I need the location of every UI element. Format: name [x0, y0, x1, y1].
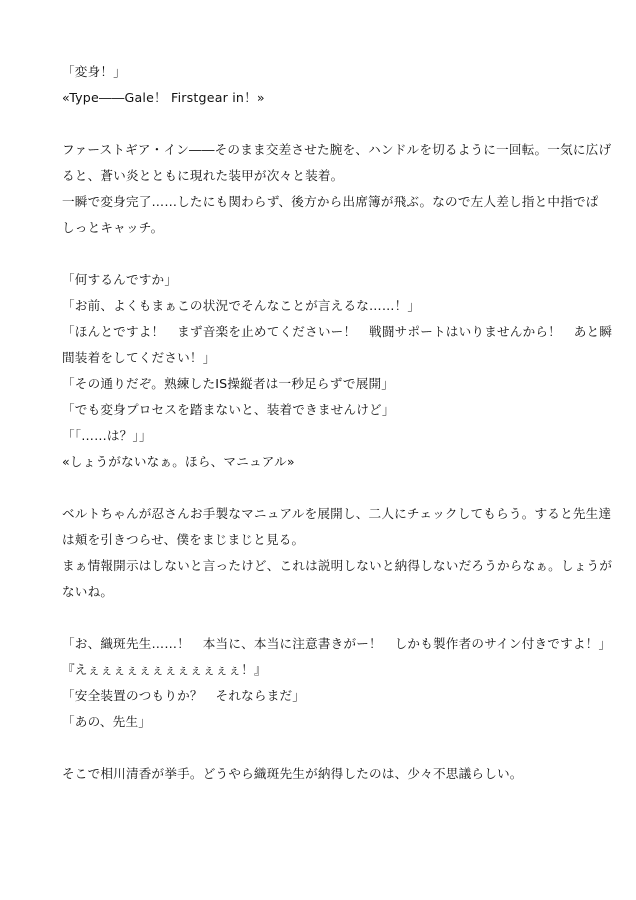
narration-line: ると、蒼い炎とともに現れた装甲が次々と装着。 [62, 168, 344, 183]
narration-line: ベルトちゃんが忍さんお手製なマニュアルを展開し、二人にチェックしてもらう。すると先生達 [62, 506, 612, 521]
dialogue-line: 間装着をしてください！」 [62, 350, 216, 365]
narration-line: 一瞬で変身完了……したにも関わらず、後方から出席簿が飛ぶ。なので左人差し指と中指でぱ [62, 194, 599, 209]
dialogue-line: 「何するんですか」 [62, 272, 178, 287]
narration-line: しっとキャッチ。 [62, 220, 164, 235]
paragraph-gap [62, 735, 582, 761]
narration-line: ないね。 [62, 584, 114, 599]
dialogue-line: 「ほんとですよ！ まず音楽を止めてくださいー！ 戦闘サポートはいりませんから！ あと瞬 [62, 324, 613, 339]
system-voice-line: «しょうがないなぁ。ほら、マニュアル» [62, 454, 295, 469]
narration-line: は頬を引きつらせ、僕をまじまじと見る。 [62, 532, 305, 547]
dialogue-line: 「安全装置のつもりか？ それならまだ」 [62, 688, 306, 703]
dialogue-line: 「お、織斑先生……！ 本当に、本当に注意書きがー！ しかも製作者のサイン付きですよ！」 [62, 636, 612, 651]
dialogue-line: 「でも変身プロセスを踏まないと、装着できませんけど」 [62, 402, 395, 417]
narration-line: そこで相川清香が挙手。どうやら織斑先生が納得したのは、少々不思議らしい。 [62, 766, 523, 781]
novel-text-body [62, 59, 613, 787]
dialogue-line: 『えぇぇぇぇぇぇぇぇぇぇぇぇ！』 [62, 662, 267, 677]
dialogue-line: 「お前、よくもまぁこの状況でそんなことが言えるな……！」 [62, 298, 421, 313]
dialogue-line: 「変身！」 [62, 64, 126, 79]
dialogue-line: 「「……は？」」 [62, 428, 152, 443]
paragraph-gap [62, 475, 582, 501]
dialogue-line: 「その通りだぞ。熟練したIS操縦者は一秒足らずで展開」 [62, 376, 395, 391]
paragraph-gap [62, 111, 582, 137]
system-voice-line: «Type――Gale！ Firstgear in！» [62, 90, 265, 105]
paragraph-gap [62, 241, 582, 267]
dialogue-line: 「あの、先生」 [62, 714, 152, 729]
narration-line: ファーストギア・イン――そのまま交差させた腕を、ハンドルを切るように一回転。一気に広げ [62, 142, 612, 157]
paragraph-gap [62, 605, 582, 631]
narration-line: まぁ情報開示はしないと言ったけど、これは説明しないと納得しないだろうからなぁ。しょうが [62, 558, 613, 573]
